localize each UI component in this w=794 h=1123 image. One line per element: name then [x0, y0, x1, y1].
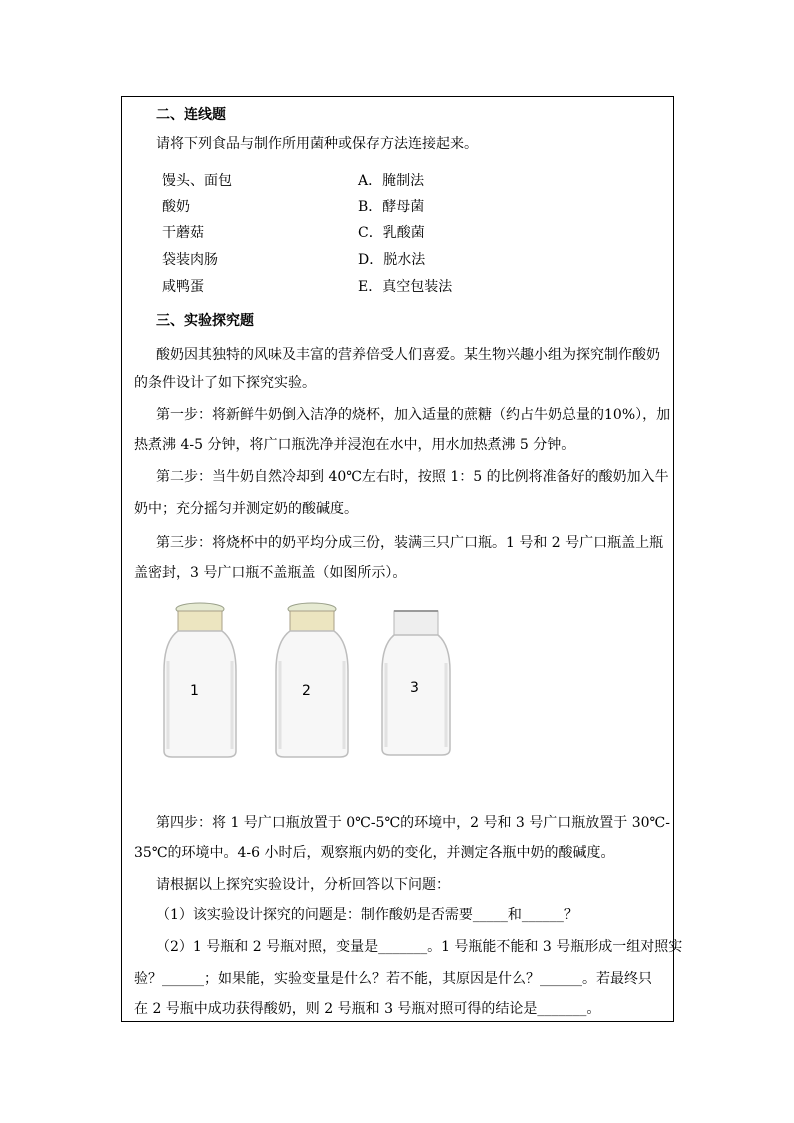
food-item: 咸鸭蛋	[162, 279, 204, 295]
question-2-line: （2）1 号瓶和 2 号瓶对照，变量是_______。1 号瓶能不能和 3 号瓶形成一组对照实	[156, 939, 683, 955]
section3-heading: 三、实验探究题	[156, 313, 254, 329]
bottle-figure	[122, 597, 675, 757]
question-box	[121, 96, 683, 1022]
question-2-line: 在 2 号瓶中成功获得酸奶，则 2 号瓶和 3 号瓶对照可得的结论是_______。	[134, 1001, 601, 1017]
bottle-label: 1	[190, 683, 199, 699]
bottle-1-image	[160, 601, 240, 759]
method-item: E．真空包装法	[358, 279, 453, 295]
question-1: （1）该实验设计探究的问题是：制作酸奶是否需要_____和______？	[156, 907, 578, 923]
food-item: 干蘑菇	[162, 225, 204, 241]
section2-heading: 二、连线题	[156, 107, 226, 123]
method-item: D．脱水法	[358, 252, 426, 268]
step2-line: 第二步：当牛奶自然冷却到 40℃左右时，按照 1：5 的比例将准备好的酸奶加入牛	[156, 469, 669, 485]
bottle-2-image	[272, 601, 352, 759]
step1-line: 第一步：将新鲜牛奶倒入洁净的烧杯，加入适量的蔗糖（约占牛奶总量的10%），加	[156, 407, 671, 423]
method-item: B．酵母菌	[358, 199, 425, 215]
method-item: C．乳酸菌	[358, 225, 425, 241]
step3-line: 第三步：将烧杯中的奶平均分成三份，装满三只广口瓶。1 号和 2 号广口瓶盖上瓶	[156, 535, 664, 551]
step3-line: 盖密封，3 号广口瓶不盖瓶盖（如图所示）。	[134, 565, 407, 581]
questions-prompt: 请根据以上探究实验设计，分析回答以下问题：	[156, 877, 450, 893]
bottle-label: 2	[302, 683, 311, 699]
food-item: 酸奶	[162, 199, 190, 215]
bottle-label: 3	[410, 680, 419, 696]
step1-line: 热煮沸 4-5 分钟，将广口瓶洗净并浸泡在水中，用水加热煮沸 5 分钟。	[134, 437, 576, 453]
method-item: A．腌制法	[358, 173, 425, 189]
food-item: 袋装肉肠	[162, 252, 218, 268]
question-2-line: 验？______；如果能，实验变量是什么？若不能，其原因是什么？______。若最终只	[134, 971, 652, 987]
intro-line: 酸奶因其独特的风味及丰富的营养倍受人们喜爱。某生物兴趣小组为探究制作酸奶	[156, 347, 660, 363]
step2-line: 奶中；充分摇匀并测定奶的酸碱度。	[134, 501, 358, 517]
step4-line: 第四步：将 1 号广口瓶放置于 0℃-5℃的环境中，2 号和 3 号广口瓶放置于 30℃-	[156, 815, 670, 831]
step4-line: 35℃的环境中。4-6 小时后，观察瓶内奶的变化，并测定各瓶中奶的酸碱度。	[134, 845, 615, 861]
content	[122, 97, 683, 1021]
food-item: 馒头、面包	[162, 173, 232, 189]
intro-line: 的条件设计了如下探究实验。	[134, 375, 316, 391]
section2-instruction: 请将下列食品与制作所用菌种或保存方法连接起来。	[156, 136, 478, 152]
